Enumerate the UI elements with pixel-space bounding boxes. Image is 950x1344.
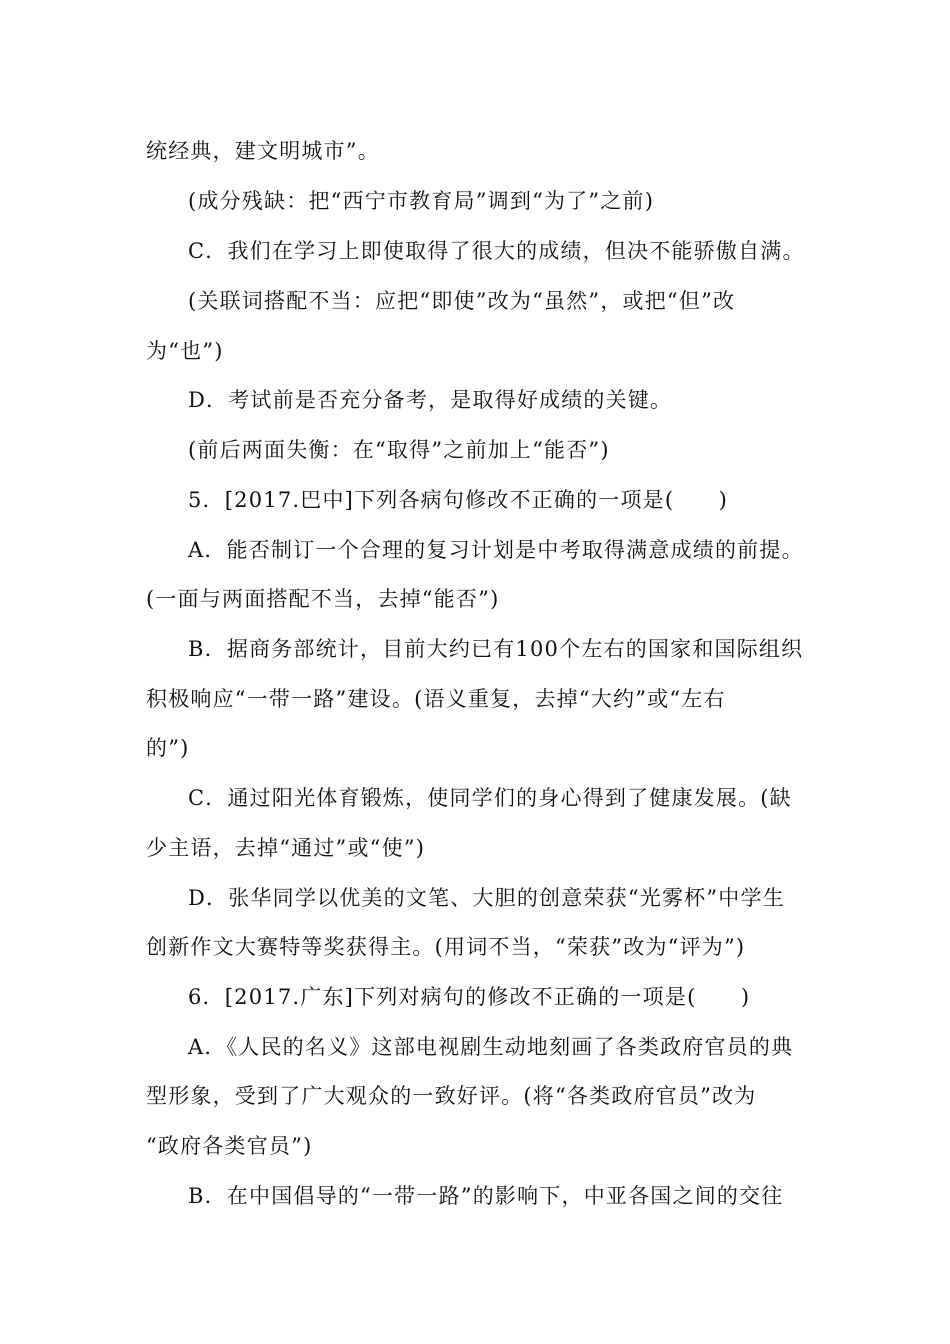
text-line: “政府各类官员”) [146,1134,313,1158]
text-line: (成分残缺：把“西宁市教育局”调到“为了”之前) [188,189,655,213]
text-line: (关联词搭配不当：应把“即使”改为“虽然”，或把“但”改 [188,289,736,313]
text-line: B．据商务部统计，目前大约已有100个左右的国家和国际组织 [188,637,804,661]
text-line: 型形象，受到了广大观众的一致好评。(将“各类政府官员”改为 [146,1084,757,1108]
text-line: C．我们在学习上即使取得了很大的成绩，但决不能骄傲自满。 [188,239,805,263]
text-line: 的”) [146,736,190,760]
text-line: (前后两面失衡：在“取得”之前加上“能否”) [188,438,610,462]
text-line: 为“也”) [146,339,224,363]
text-line: 少主语，去掉“通过”或“使”) [146,836,426,860]
text-line: (一面与两面搭配不当，去掉“能否”) [146,587,500,611]
question-heading: 6．[2017.广东]下列对病句的修改不正确的一项是( ) [188,985,751,1009]
text-line: 统经典，建文明城市”。 [146,139,380,163]
text-line: D．考试前是否充分备考，是取得好成绩的关键。 [188,388,673,412]
text-line: C．通过阳光体育锻炼，使同学们的身心得到了健康发展。(缺 [188,786,792,810]
text-line: D．张华同学以优美的文笔、大胆的创意荣获“光雾杯”中学生 [188,886,785,910]
text-line: B．在中国倡导的“一带一路”的影响下，中亚各国之间的交往 [188,1184,784,1208]
question-heading: 5．[2017.巴中]下列各病句修改不正确的一项是( ) [188,488,729,512]
text-line: 创新作文大赛特等奖获得主。(用词不当，“荣获”改为“评为”) [146,935,746,959]
text-line: A．能否制订一个合理的复习计划是中考取得满意成绩的前提。 [188,538,804,562]
text-line: 积极响应“一带一路”建设。(语义重复，去掉“大约”或“左右 [146,687,726,711]
text-line: A．《人民的名义》这部电视剧生动地刻画了各类政府官员的典 [188,1035,794,1059]
